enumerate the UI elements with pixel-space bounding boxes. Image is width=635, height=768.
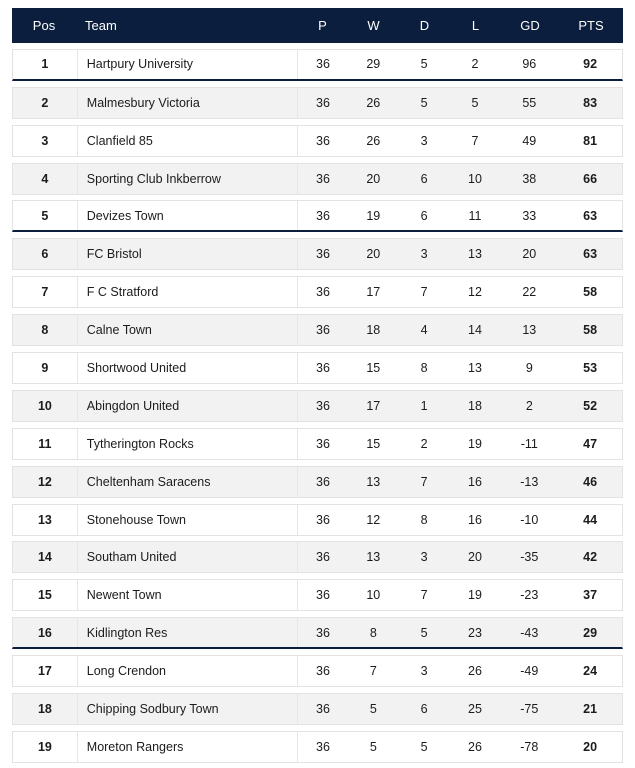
row-drawn: 5 [420,95,428,110]
table-row[interactable] [12,428,623,460]
row-drawn: 6 [420,208,428,223]
row-drawn: 5 [420,625,428,640]
row-won: 15 [366,436,381,451]
row-points: 21 [583,702,598,717]
row-goal-difference: 22 [522,285,537,300]
row-points: 46 [583,474,598,489]
row-goal-difference: 13 [522,323,537,338]
row-position: 17 [37,664,52,679]
row-points: 24 [583,664,598,679]
row-goal-difference: 9 [525,361,533,376]
row-lost: 14 [468,323,482,338]
row-drawn: 7 [420,588,428,603]
row-position: 8 [41,323,49,338]
table-row[interactable] [12,238,623,270]
row-goal-difference: 20 [522,247,537,262]
header-goal-difference[interactable]: GD [520,18,540,33]
row-points: 63 [583,208,598,223]
row-lost: 25 [468,702,482,717]
table-row[interactable] [12,579,623,611]
row-position: 6 [41,247,49,262]
row-goal-difference: -10 [520,512,539,527]
table-row[interactable] [12,731,623,763]
row-won: 26 [366,95,381,110]
row-won: 12 [366,512,381,527]
row-team-name: Sporting Club Inkberrow [77,164,297,194]
header-drawn[interactable]: D [419,18,430,33]
row-goal-difference: -13 [520,474,539,489]
row-won: 26 [366,133,381,148]
header-pos[interactable]: Pos [32,18,56,33]
row-goal-difference: -78 [520,739,539,754]
table-row[interactable] [12,163,623,195]
row-position: 10 [37,398,52,413]
header-points[interactable]: PTS [578,18,604,33]
row-played: 36 [297,429,348,459]
row-points: 47 [583,436,598,451]
row-points: 81 [583,133,598,148]
row-points: 44 [583,512,598,527]
row-won: 10 [366,588,381,603]
row-position: 19 [37,739,52,754]
row-won: 17 [366,285,381,300]
header-won[interactable]: W [367,18,380,33]
row-position: 13 [37,512,52,527]
row-won: 5 [369,739,377,754]
row-played: 36 [297,353,348,383]
row-played: 36 [297,50,348,79]
row-points: 37 [583,588,598,603]
row-lost: 19 [468,436,482,451]
row-team-name: Stonehouse Town [77,505,297,535]
row-goal-difference: -75 [520,702,539,717]
table-row[interactable] [12,352,623,384]
row-played: 36 [297,201,348,230]
row-position: 16 [37,625,52,640]
row-position: 4 [41,171,49,186]
table-row[interactable] [12,314,623,346]
row-lost: 18 [468,398,482,413]
table-row[interactable] [12,200,623,232]
row-team-name: FC Bristol [77,239,297,269]
header-team[interactable]: Team [85,18,117,33]
row-team-name: Calne Town [77,315,297,345]
table-row[interactable] [12,693,623,725]
row-team-name: Moreton Rangers [77,732,297,762]
row-lost: 23 [468,625,482,640]
table-row[interactable] [12,504,623,536]
row-goal-difference: 49 [522,133,537,148]
row-won: 15 [366,361,381,376]
row-lost: 26 [468,739,482,754]
row-goal-difference: -49 [520,664,539,679]
table-row[interactable] [12,466,623,498]
row-played: 36 [297,239,348,269]
row-goal-difference: -43 [520,625,539,640]
row-goal-difference: 96 [522,57,537,72]
row-won: 13 [366,550,381,565]
row-played: 36 [297,88,348,118]
table-row[interactable] [12,617,623,649]
table-row[interactable] [12,49,623,81]
row-goal-difference: 33 [522,208,537,223]
row-position: 11 [38,436,52,451]
row-points: 66 [583,171,598,186]
row-team-name: Tytherington Rocks [77,429,297,459]
row-played: 36 [297,126,348,156]
row-drawn: 2 [420,436,428,451]
row-played: 36 [297,467,348,497]
row-points: 52 [583,398,598,413]
table-row[interactable] [12,390,623,422]
league-table [12,8,623,763]
row-played: 36 [297,656,348,686]
header-lost[interactable]: L [471,18,480,33]
row-lost: 12 [468,285,482,300]
row-lost: 20 [468,550,482,565]
row-points: 42 [583,550,598,565]
table-row[interactable] [12,541,623,573]
row-lost: 5 [471,95,479,110]
row-won: 5 [369,702,377,717]
row-lost: 2 [471,57,479,72]
row-position: 15 [37,588,52,603]
row-played: 36 [297,391,348,421]
row-played: 36 [297,694,348,724]
table-row[interactable] [12,125,623,157]
row-position: 12 [37,474,52,489]
row-points: 92 [583,57,598,72]
row-team-name: Newent Town [77,580,297,610]
row-position: 2 [41,95,49,110]
row-drawn: 7 [420,285,428,300]
row-points: 83 [583,95,598,110]
row-won: 18 [366,323,381,338]
row-played: 36 [297,618,348,647]
row-position: 18 [37,702,52,717]
row-drawn: 8 [420,361,428,376]
row-drawn: 3 [420,247,428,262]
row-points: 20 [583,739,598,754]
row-drawn: 7 [420,474,428,489]
row-lost: 11 [468,208,482,223]
row-team-name: Malmesbury Victoria [77,88,297,118]
row-goal-difference: -35 [520,550,539,565]
table-row[interactable] [12,276,623,308]
row-drawn: 3 [420,550,428,565]
row-won: 29 [366,57,381,72]
row-team-name: Hartpury University [77,50,297,79]
row-played: 36 [297,505,348,535]
row-goal-difference: 2 [525,398,533,413]
row-won: 17 [366,398,381,413]
row-drawn: 5 [420,57,428,72]
row-played: 36 [297,542,348,572]
row-position: 5 [41,208,49,223]
row-team-name: Chipping Sodbury Town [77,694,297,724]
row-team-name: Abingdon United [77,391,297,421]
row-goal-difference: 55 [522,95,537,110]
row-played: 36 [297,277,348,307]
row-points: 29 [583,625,598,640]
row-played: 36 [297,164,348,194]
row-lost: 7 [471,133,479,148]
row-played: 36 [297,580,348,610]
table-body [12,49,623,763]
row-won: 19 [366,208,381,223]
row-team-name: Devizes Town [77,201,297,230]
row-team-name: F C Stratford [77,277,297,307]
row-drawn: 6 [420,702,428,717]
row-team-name: Long Crendon [77,656,297,686]
row-points: 58 [583,285,598,300]
row-drawn: 3 [420,133,428,148]
row-team-name: Clanfield 85 [77,126,297,156]
row-lost: 16 [468,474,482,489]
table-row[interactable] [12,87,623,119]
row-lost: 26 [468,664,482,679]
row-drawn: 1 [420,398,428,413]
row-lost: 10 [468,171,482,186]
row-team-name: Kidlington Res [77,618,297,647]
row-lost: 13 [468,247,482,262]
row-drawn: 8 [420,512,428,527]
row-team-name: Shortwood United [77,353,297,383]
header-played[interactable]: P [318,18,327,33]
row-drawn: 4 [420,323,428,338]
row-lost: 16 [468,512,482,527]
row-played: 36 [297,732,348,762]
row-goal-difference: 38 [522,171,537,186]
row-team-name: Southam United [77,542,297,572]
row-position: 3 [41,133,49,148]
row-won: 13 [366,474,381,489]
row-won: 20 [366,171,381,186]
row-points: 63 [583,247,598,262]
row-drawn: 5 [420,739,428,754]
row-lost: 19 [468,588,482,603]
row-won: 8 [369,625,377,640]
row-goal-difference: -23 [520,588,539,603]
row-position: 14 [37,550,52,565]
row-lost: 13 [468,361,482,376]
row-points: 58 [583,323,598,338]
row-position: 7 [41,285,49,300]
row-drawn: 6 [420,171,428,186]
row-played: 36 [297,315,348,345]
table-header [12,8,623,43]
row-goal-difference: -11 [520,436,538,451]
row-drawn: 3 [420,664,428,679]
row-position: 9 [41,361,49,376]
row-points: 53 [583,361,598,376]
table-row[interactable] [12,655,623,687]
row-won: 7 [369,664,377,679]
row-team-name: Cheltenham Saracens [77,467,297,497]
row-position: 1 [41,57,49,72]
row-won: 20 [366,247,381,262]
